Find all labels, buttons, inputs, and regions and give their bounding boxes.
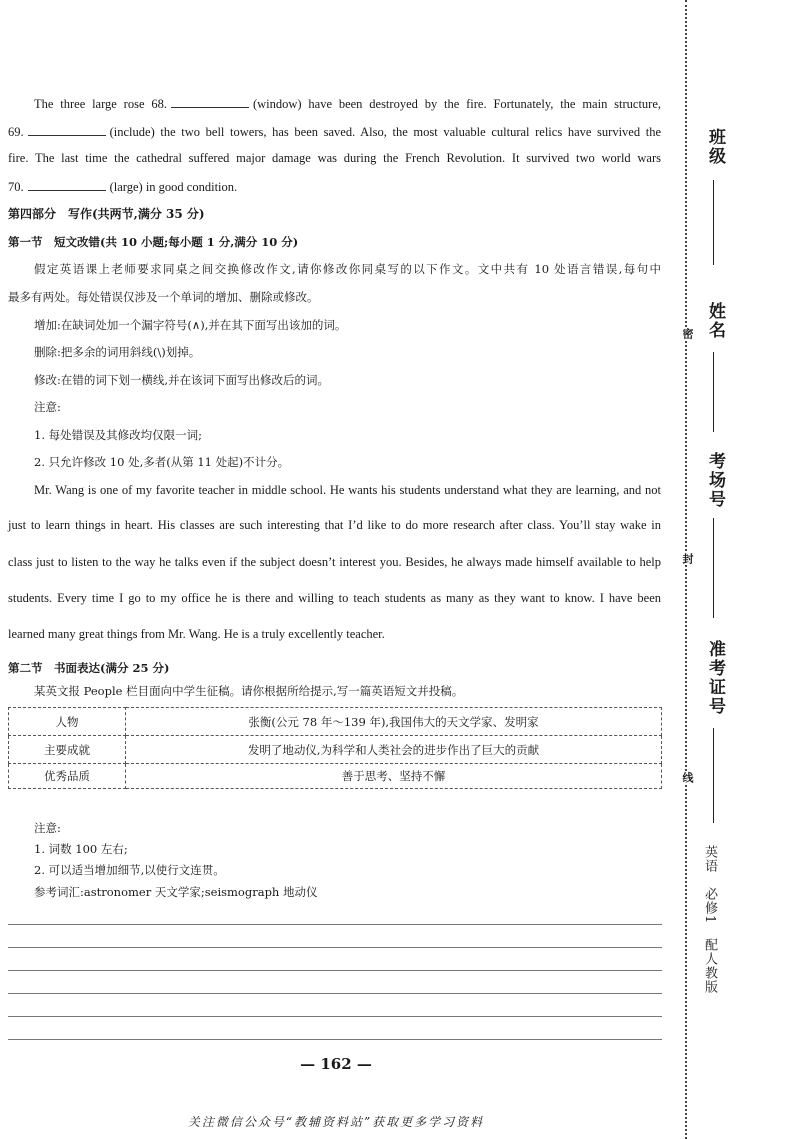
passage-text: 69. xyxy=(8,125,24,139)
ticket-field[interactable] xyxy=(713,728,714,823)
page-number: — 162 — xyxy=(300,1055,372,1073)
table-value: 发明了地动仪,为科学和人类社会的进步作出了巨大的贡献 xyxy=(126,736,662,764)
class-field[interactable] xyxy=(713,180,714,265)
name-label: 姓名 xyxy=(705,302,725,340)
room-field[interactable] xyxy=(713,518,714,618)
passage-text: (window) have been destroyed by the fire. Fortunately, the main structure, xyxy=(252,97,662,111)
room-label: 考场号 xyxy=(705,452,725,509)
table-row xyxy=(9,708,662,736)
class-label: 班级 xyxy=(705,128,725,166)
passage-text: (large) in good condition. xyxy=(109,180,238,194)
passage-text: 70. xyxy=(8,180,24,194)
answer-blank-69[interactable] xyxy=(28,124,106,136)
table-value: 张衡(公元 78 年～139 年),我国伟大的天文学家、发明家 xyxy=(126,708,662,736)
seal-mark: 封 xyxy=(681,553,694,564)
section2-note-1: 1. 词数 100 左右; xyxy=(34,842,128,856)
essay-line: learned many great things from Mr. Wang. He is a truly excellently teacher. xyxy=(8,627,385,641)
passage-line-3: fire. The last time the cathedral suffered major damage was during the French Revolution. It survived two world wars xyxy=(8,151,661,165)
section2-heading: 第二节 书面表达(满分 25 分) xyxy=(8,661,170,675)
writing-line[interactable] xyxy=(8,1016,662,1017)
answer-blank-68[interactable] xyxy=(171,96,249,108)
table-key: 主要成就 xyxy=(9,736,126,764)
table-key: 人物 xyxy=(9,708,126,736)
table-key: 优秀品质 xyxy=(9,764,126,789)
writing-line[interactable] xyxy=(8,924,662,925)
passage-text: (include) the two bell towers, has been saved. Also, the most valuable cultural relics have survived the xyxy=(109,125,661,139)
answer-blank-70[interactable] xyxy=(28,179,106,191)
footer-note: 关注微信公众号“教辅资料站”获取更多学习资料 xyxy=(187,1115,485,1129)
essay-line: students. Every time I go to my office he is there and willing to teach students as many as they want to know. I have been xyxy=(8,591,661,605)
essay-line: just to learn things in heart. His classes are such interesting that I’d like to do more research after class. You’ll stay wake in xyxy=(8,518,661,532)
section2-intro: 某英文报 People 栏目面向中学生征稿。请你根据所给提示,写一篇英语短文并投稿。 xyxy=(34,684,464,698)
writing-line[interactable] xyxy=(8,970,662,971)
cut-line xyxy=(685,0,687,1139)
instruction-add: 增加:在缺词处加一个漏字符号(∧),并在其下面写出该加的词。 xyxy=(34,318,347,332)
part-heading: 第四部分 写作(共两节,满分 35 分) xyxy=(8,207,205,221)
name-field[interactable] xyxy=(713,352,714,432)
seal-mark: 密 xyxy=(681,328,694,339)
section1-intro-2: 最多有两处。每处错误仅涉及一个单词的增加、删除或修改。 xyxy=(8,290,319,304)
passage-line-4 xyxy=(8,179,237,195)
passage-text: The three large rose 68. xyxy=(34,97,167,111)
table-row xyxy=(9,736,662,764)
writing-line[interactable] xyxy=(8,993,662,994)
section2-note-2: 2. 可以适当增加细节,以使行文连贯。 xyxy=(34,863,225,877)
vocab-hint: 参考词汇:astronomer 天文学家;seismograph 地动仪 xyxy=(34,885,318,899)
essay-line: Mr. Wang is one of my favorite teacher in middle school. He wants his students understand what they are learning, and not xyxy=(34,483,661,497)
note-item-2: 2. 只允许修改 10 处,多者(从第 11 处起)不计分。 xyxy=(34,455,290,469)
book-info: 英语 必修1 配人教版 xyxy=(702,845,717,995)
writing-line[interactable] xyxy=(8,1039,662,1040)
section2-note-title: 注意: xyxy=(34,821,61,835)
table-row xyxy=(9,764,662,789)
note-title: 注意: xyxy=(34,400,61,414)
table-value: 善于思考、坚持不懈 xyxy=(126,764,662,789)
section1-heading: 第一节 短文改错(共 10 小题;每小题 1 分,满分 10 分) xyxy=(8,235,299,249)
binding-margin xyxy=(672,0,800,1139)
writing-line[interactable] xyxy=(8,947,662,948)
line-mark: 线 xyxy=(681,772,694,783)
note-item-1: 1. 每处错误及其修改均仅限一词; xyxy=(34,428,203,442)
instruction-delete: 删除:把多余的词用斜线(\)划掉。 xyxy=(34,345,201,359)
essay-line: class just to listen to the way he talks even if the subject doesn’t interest you. Besides, he always made himself available to help xyxy=(8,555,661,569)
passage-line-1 xyxy=(34,96,661,112)
ticket-label: 准考证号 xyxy=(705,640,725,716)
section1-intro-1: 假定英语课上老师要求同桌之间交换修改作文,请你修改你同桌写的以下作文。文中共有 10 处语言错误,每句中 xyxy=(34,262,661,276)
passage-line-2 xyxy=(8,124,661,140)
prompt-table xyxy=(8,707,662,789)
instruction-modify: 修改:在错的词下划一横线,并在该词下面写出修改后的词。 xyxy=(34,373,330,387)
